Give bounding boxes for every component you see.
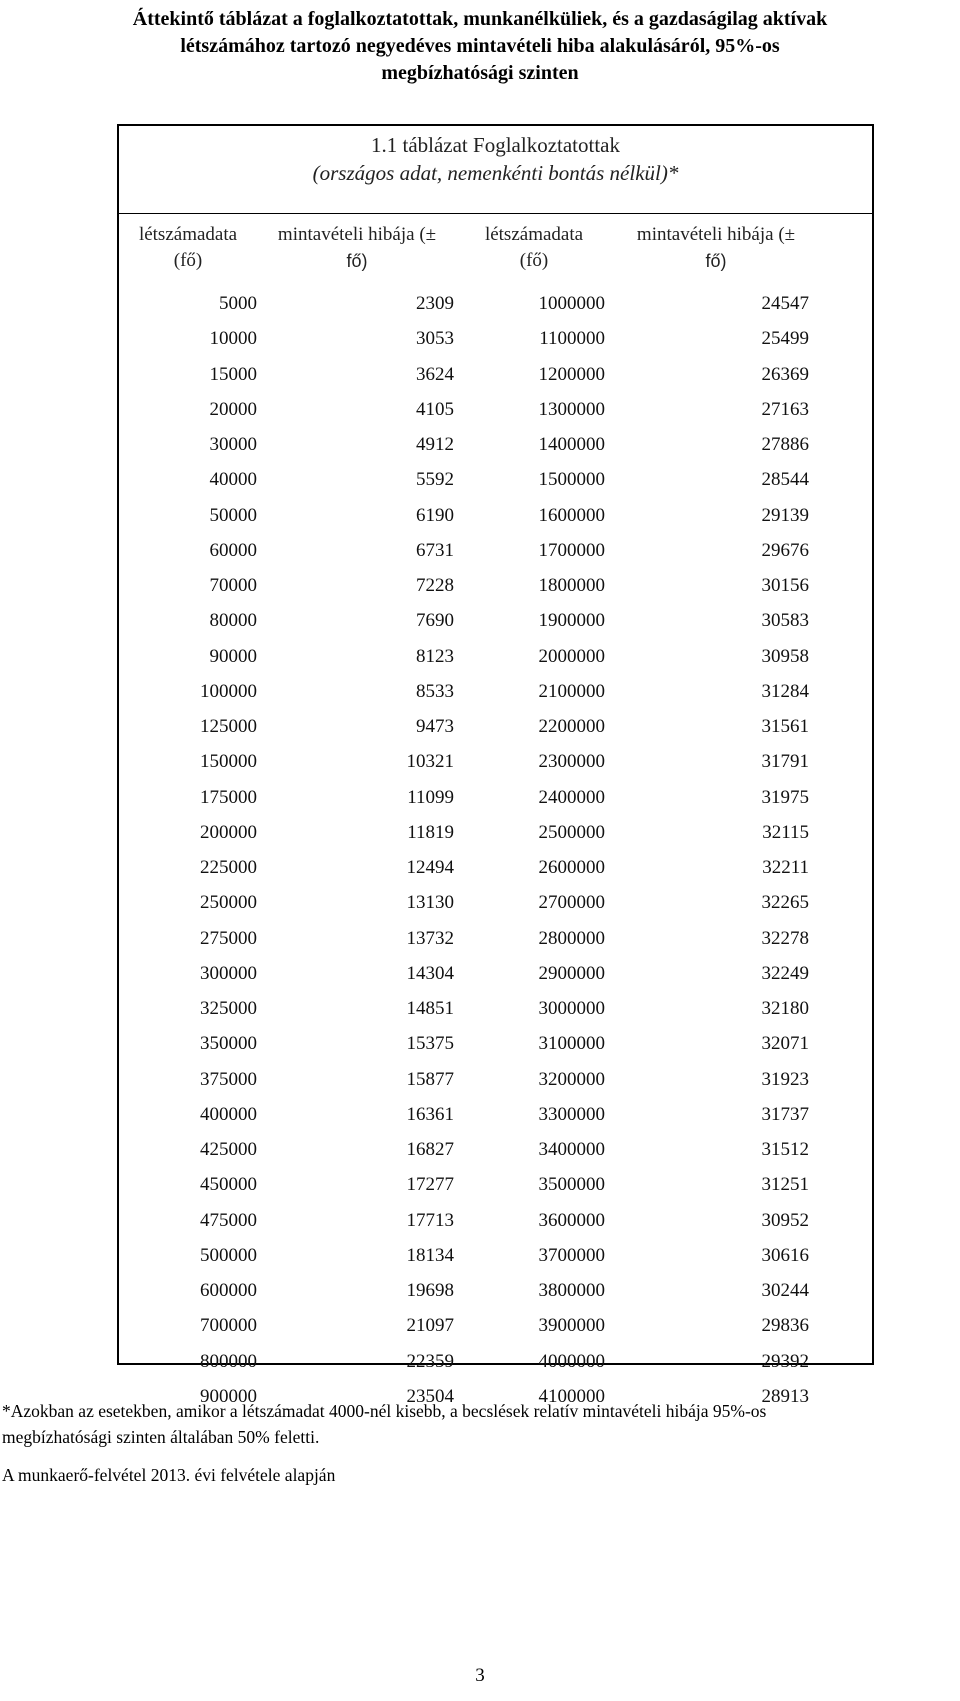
table-row — [119, 1167, 872, 1202]
table-cell: 10321 — [406, 751, 454, 773]
table-cell: 30244 — [761, 1280, 809, 1301]
table-cell: 2900000 — [538, 962, 605, 984]
table-cell: 30616 — [761, 1244, 809, 1266]
table-body — [119, 286, 872, 1414]
table-cell: 90000 — [209, 645, 257, 667]
table-cell: 3500000 — [538, 1174, 605, 1196]
table-cell: 1000000 — [538, 293, 605, 314]
table-cell: 29392 — [761, 1350, 809, 1372]
table-cell: 11099 — [407, 786, 454, 808]
table-row — [119, 780, 872, 815]
table-cell: 3053 — [416, 328, 454, 350]
table-cell: 2000000 — [538, 645, 605, 667]
table-cell: 6731 — [416, 539, 454, 561]
title-line: Áttekintő táblázat a foglalkoztatottak, munkanélküliek, és a gazdaságilag aktívak — [132, 8, 828, 30]
table-cell: 31284 — [761, 680, 809, 702]
table-cell: 32265 — [761, 892, 809, 914]
header-cell-headcount-2 — [454, 222, 614, 274]
table-cell: 30583 — [761, 610, 809, 632]
table-row — [119, 956, 872, 991]
table-cell: 13732 — [406, 927, 454, 949]
document-title — [0, 6, 960, 87]
table-cell: 600000 — [200, 1280, 257, 1301]
header-cell-error-1 — [259, 222, 455, 274]
table-row — [119, 815, 872, 850]
table-cell: 80000 — [209, 610, 257, 632]
table-cell: 30000 — [209, 434, 257, 455]
table-row — [119, 286, 872, 321]
table-row — [119, 357, 872, 392]
table-caption-subtitle: (országos adat, nemenkénti bontás nélkül)* — [312, 161, 679, 185]
table-cell: 8533 — [416, 680, 454, 702]
table-cell: 1600000 — [538, 504, 605, 526]
table-cell: 32211 — [762, 857, 809, 878]
table-cell: 2800000 — [538, 927, 605, 949]
table-cell: 30156 — [761, 575, 809, 596]
header-line: mintavételi hibája (± — [277, 224, 437, 245]
table-cell: 27886 — [761, 434, 809, 455]
table-row — [119, 392, 872, 427]
table-cell: 7690 — [416, 610, 454, 632]
table-cell: 1800000 — [538, 575, 605, 596]
header-line: létszámadata — [138, 224, 238, 245]
title-line: létszámához tartozó negyedéves mintavételi hiba alakulásáról, 95%-os — [180, 35, 780, 57]
table-cell: 8123 — [416, 645, 454, 667]
table-cell: 21097 — [406, 1315, 454, 1337]
table-row — [119, 1097, 872, 1132]
table-cell: 3600000 — [538, 1209, 605, 1231]
header-line: mintavételi hibája (± — [636, 224, 796, 245]
table-cell: 2600000 — [538, 857, 605, 878]
table-cell: 3800000 — [538, 1280, 605, 1301]
table-cell: 4100000 — [538, 1385, 605, 1407]
table-row — [119, 1203, 872, 1238]
table-cell: 6190 — [416, 504, 454, 526]
table-cell: 31251 — [761, 1174, 809, 1196]
table-cell: 3200000 — [538, 1068, 605, 1090]
table-cell: 70000 — [209, 575, 257, 596]
table-cell: 1900000 — [538, 610, 605, 632]
table-cell: 2700000 — [538, 892, 605, 914]
table-row — [119, 533, 872, 568]
table-cell: 1300000 — [538, 398, 605, 420]
header-cell-headcount-1 — [121, 222, 255, 274]
table-cell: 30958 — [761, 645, 809, 667]
header-line: (fő) — [519, 250, 549, 271]
table-cell: 225000 — [200, 857, 257, 878]
table-cell: 20000 — [209, 398, 257, 420]
table-cell: 50000 — [209, 504, 257, 526]
table-row — [119, 921, 872, 956]
header-line: létszámadata — [484, 224, 584, 245]
table-cell: 32115 — [762, 821, 809, 843]
table-cell: 10000 — [209, 328, 257, 350]
table-row — [119, 885, 872, 920]
table-caption — [119, 126, 872, 214]
table-cell: 11819 — [407, 821, 454, 843]
table-row — [119, 427, 872, 462]
table-row — [119, 1238, 872, 1273]
table-row — [119, 1308, 872, 1343]
footnote-line: *Azokban az esetekben, amikor a létszámadat 4000-nél kisebb, a becslések relatív mintavételi hibája 95%-os — [2, 1401, 767, 1421]
table-cell: 2400000 — [538, 786, 605, 808]
table-cell: 300000 — [200, 962, 257, 984]
table-cell: 25499 — [761, 328, 809, 350]
table-cell: 31737 — [761, 1103, 809, 1125]
table-cell: 4000000 — [538, 1350, 605, 1372]
table-cell: 3900000 — [538, 1315, 605, 1337]
table-cell: 5000 — [219, 293, 257, 314]
table-cell: 200000 — [200, 821, 257, 843]
table-cell: 32180 — [761, 998, 809, 1019]
table-row — [119, 709, 872, 744]
table-cell: 325000 — [200, 998, 257, 1019]
table-cell: 32278 — [761, 927, 809, 949]
table-cell: 15000 — [209, 363, 257, 385]
table-cell: 250000 — [200, 892, 257, 914]
table-cell: 1400000 — [538, 434, 605, 455]
table-cell: 9473 — [416, 716, 454, 737]
table-cell: 15375 — [406, 1033, 454, 1055]
table-row — [119, 744, 872, 779]
table-cell: 4105 — [416, 398, 454, 420]
table-cell: 13130 — [406, 892, 454, 914]
table-cell: 16361 — [406, 1103, 454, 1125]
header-line: (fő) — [173, 250, 203, 271]
table-row — [119, 674, 872, 709]
page-number: 3 — [475, 1665, 485, 1686]
table-cell: 400000 — [200, 1103, 257, 1125]
table-cell: 3400000 — [538, 1139, 605, 1160]
table-cell: 14851 — [406, 998, 454, 1019]
table-cell: 3100000 — [538, 1033, 605, 1055]
table-cell: 27163 — [761, 398, 809, 420]
table-cell: 5592 — [416, 469, 454, 491]
table-row — [119, 1062, 872, 1097]
table-cell: 24547 — [761, 293, 809, 314]
table-cell: 31512 — [761, 1139, 809, 1160]
table-cell: 800000 — [200, 1350, 257, 1372]
table-cell: 2200000 — [538, 716, 605, 737]
table-cell: 28913 — [761, 1385, 809, 1407]
table-cell: 3000000 — [538, 998, 605, 1019]
source-note: A munkaerő-felvétel 2013. évi felvétele alapján — [2, 1465, 336, 1485]
table-row — [119, 603, 872, 638]
table-cell: 275000 — [200, 927, 257, 949]
table-cell: 3300000 — [538, 1103, 605, 1125]
table-cell: 29676 — [761, 539, 809, 561]
table-cell: 32071 — [761, 1033, 809, 1055]
table-cell: 2300000 — [538, 751, 605, 773]
table-row — [119, 462, 872, 497]
table-cell: 350000 — [200, 1033, 257, 1055]
table-cell: 1500000 — [538, 469, 605, 491]
header-cell-error-2 — [616, 222, 816, 274]
table-cell: 19698 — [406, 1280, 454, 1301]
table-cell: 15877 — [406, 1068, 454, 1090]
table-cell: 31791 — [761, 751, 809, 773]
table-cell: 125000 — [200, 716, 257, 737]
table-cell: 18134 — [406, 1244, 454, 1266]
table-cell: 29836 — [761, 1315, 809, 1337]
table-cell: 26369 — [761, 363, 809, 385]
table-cell: 375000 — [200, 1068, 257, 1090]
footnote-line: megbízhatósági szinten általában 50% feletti. — [2, 1427, 320, 1447]
header-line: fő) — [346, 251, 368, 271]
table-caption-title: 1.1 táblázat Foglalkoztatottak — [370, 133, 620, 157]
table-cell: 60000 — [209, 539, 257, 561]
title-line: megbízhatósági szinten — [381, 62, 579, 84]
table-cell: 7228 — [416, 575, 454, 596]
table-cell: 900000 — [200, 1385, 257, 1407]
table-row — [119, 568, 872, 603]
table-cell: 425000 — [200, 1139, 257, 1160]
table-cell: 17713 — [406, 1209, 454, 1231]
table-cell: 475000 — [200, 1209, 257, 1231]
table-header — [119, 214, 872, 286]
table-cell: 500000 — [200, 1244, 257, 1266]
table-cell: 2500000 — [538, 821, 605, 843]
table-row — [119, 321, 872, 356]
header-line: fő) — [705, 251, 727, 271]
table-cell: 28544 — [761, 469, 809, 491]
table-cell: 23504 — [406, 1385, 454, 1407]
table-cell: 30952 — [761, 1209, 809, 1231]
table-cell: 3700000 — [538, 1244, 605, 1266]
error-table — [117, 124, 874, 1407]
table-row — [119, 639, 872, 674]
table-cell: 29139 — [761, 504, 809, 526]
table-cell: 3624 — [416, 363, 454, 385]
table-cell: 16827 — [406, 1139, 454, 1160]
table-row — [119, 850, 872, 885]
table-cell: 14304 — [406, 962, 454, 984]
table-row — [119, 991, 872, 1026]
table-row — [119, 1026, 872, 1061]
table-row — [119, 1273, 872, 1308]
table-cell: 31561 — [761, 716, 809, 737]
table-cell: 32249 — [761, 962, 809, 984]
table-cell: 450000 — [200, 1174, 257, 1196]
table-cell: 17277 — [406, 1174, 454, 1196]
table-row — [119, 1344, 872, 1379]
table-cell: 4912 — [416, 434, 454, 455]
table-row — [119, 1132, 872, 1167]
footnote — [2, 1398, 960, 1450]
table-cell: 40000 — [209, 469, 257, 491]
table-cell: 2100000 — [538, 680, 605, 702]
table-cell: 150000 — [200, 751, 257, 773]
table-row — [119, 498, 872, 533]
table-cell: 1200000 — [538, 363, 605, 385]
table-cell: 100000 — [200, 680, 257, 702]
table-cell: 12494 — [406, 857, 454, 878]
table-cell: 700000 — [200, 1315, 257, 1337]
table-cell: 175000 — [200, 786, 257, 808]
table-cell: 2309 — [416, 293, 454, 314]
table-cell: 1700000 — [538, 539, 605, 561]
table-cell: 31923 — [761, 1068, 809, 1090]
table-cell: 1100000 — [539, 328, 605, 350]
table-cell: 22359 — [406, 1350, 454, 1372]
table-cell: 31975 — [761, 786, 809, 808]
